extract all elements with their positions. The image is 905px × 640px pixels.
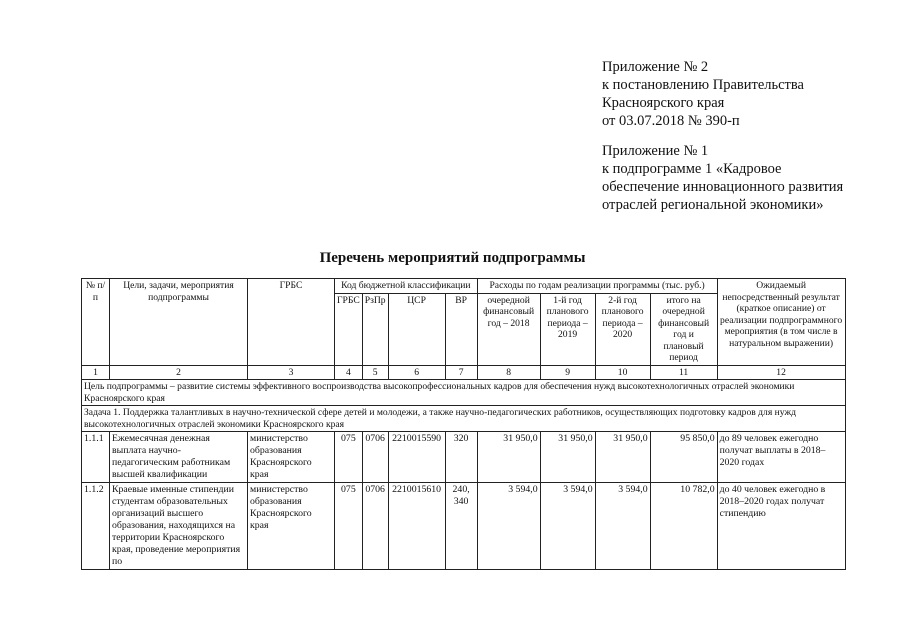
header-total: итого на очередной финансовый год и плановый период	[650, 293, 717, 365]
column-number: 8	[477, 365, 540, 380]
header-year-2020: 2-й год планового периода – 2020	[595, 293, 650, 365]
header-budget-code: Код бюджетной классификации	[335, 279, 478, 294]
task-row	[82, 406, 846, 432]
row-vr: 240, 340	[445, 483, 477, 570]
task-text: Задача 1. Поддержка талантливых в научно-технической сфере детей и молодежи, а также научно-педагогических работников, осуществляющих подготовку кадров для нужд высокотехнологичных отраслей экономики Красноярского края	[82, 406, 846, 432]
appendix-main-line: Красноярского края	[602, 95, 725, 111]
table-row	[82, 432, 846, 483]
row-result: до 40 человек ежегодно в 2018–2020 годах получат стипендию	[717, 483, 845, 570]
header-vr: ВР	[445, 293, 477, 365]
header-grbs: ГРБС	[248, 279, 335, 366]
row-total: 10 782,0	[650, 483, 717, 570]
goal-text: Цель подпрограммы – развитие системы эффективного воспроизводства высокопрофессиональных кадров для обеспечения нужд высокотехнологичных отраслей экономики Красноярского края	[82, 380, 846, 406]
row-name: Краевые именные стипендии студентам образовательных организаций высшего образования, находящихся на территории Красноярского края, проведение мероприятия по	[110, 483, 248, 570]
column-number: 4	[335, 365, 363, 380]
column-number: 12	[717, 365, 845, 380]
row-2019: 31 950,0	[540, 432, 595, 483]
row-num: 1.1.1	[82, 432, 110, 483]
header-rzpr: РзПр	[362, 293, 388, 365]
header-expenses: Расходы по годам реализации программы (тыс. руб.)	[477, 279, 717, 294]
row-result: до 89 человек ежегодно получат выплаты в 2018–2020 годах	[717, 432, 845, 483]
row-csr: 2210015610	[388, 483, 445, 570]
row-name: Ежемесячная денежная выплата научно-педагогическим работникам высшей квалификации	[110, 432, 248, 483]
column-number: 10	[595, 365, 650, 380]
goal-row	[82, 380, 846, 406]
column-number-row	[82, 365, 846, 380]
row-vr: 320	[445, 432, 477, 483]
appendix-sub-line: Приложение № 1	[602, 143, 709, 159]
row-2018: 3 594,0	[477, 483, 540, 570]
header-goals: Цели, задачи, мероприятия подпрограммы	[110, 279, 248, 366]
row-csr: 2210015590	[388, 432, 445, 483]
row-rzpr: 0706	[362, 483, 388, 570]
column-number: 3	[248, 365, 335, 380]
appendix-sub-line: к подпрограмме 1 «Кадровое	[602, 161, 782, 177]
header-expected: Ожидаемый непосредственный результат (краткое описание) от реализации подпрограммного мероприятия (в том числе в натуральном выражении)	[717, 279, 845, 366]
column-number: 7	[445, 365, 477, 380]
column-number: 5	[362, 365, 388, 380]
row-2019: 3 594,0	[540, 483, 595, 570]
header-year-2018: очередной финансовый год – 2018	[477, 293, 540, 365]
row-grbs: министерство образования Красноярского края	[248, 483, 335, 570]
appendix-main-line: к постановлению Правительства	[602, 77, 804, 93]
column-number: 11	[650, 365, 717, 380]
measures-table	[81, 278, 846, 570]
row-total: 95 850,0	[650, 432, 717, 483]
appendix-sub-line: обеспечение инновационного развития	[602, 179, 844, 195]
header-year-2019: 1-й год планового периода – 2019	[540, 293, 595, 365]
row-grbs: министерство образования Красноярского края	[248, 432, 335, 483]
column-number: 1	[82, 365, 110, 380]
row-2020: 3 594,0	[595, 483, 650, 570]
header-num: № п/п	[82, 279, 110, 366]
appendix-sub-line: отраслей региональной экономики»	[602, 197, 824, 213]
appendix-sub-block	[602, 142, 843, 214]
row-2018: 31 950,0	[477, 432, 540, 483]
column-number: 9	[540, 365, 595, 380]
appendix-main-line: от 03.07.2018 № 390-п	[602, 113, 740, 129]
row-2020: 31 950,0	[595, 432, 650, 483]
header-row-1	[82, 279, 846, 294]
appendix-main-line: Приложение № 2	[602, 59, 709, 75]
row-num: 1.1.2	[82, 483, 110, 570]
document-title: Перечень мероприятий подпрограммы	[319, 250, 586, 266]
table-row	[82, 483, 846, 570]
row-grbs-code: 075	[335, 432, 363, 483]
header-csr: ЦСР	[388, 293, 445, 365]
column-number: 2	[110, 365, 248, 380]
appendix-main-block	[602, 58, 804, 130]
header-grbs-sub: ГРБС	[335, 293, 363, 365]
column-number: 6	[388, 365, 445, 380]
row-grbs-code: 075	[335, 483, 363, 570]
row-rzpr: 0706	[362, 432, 388, 483]
